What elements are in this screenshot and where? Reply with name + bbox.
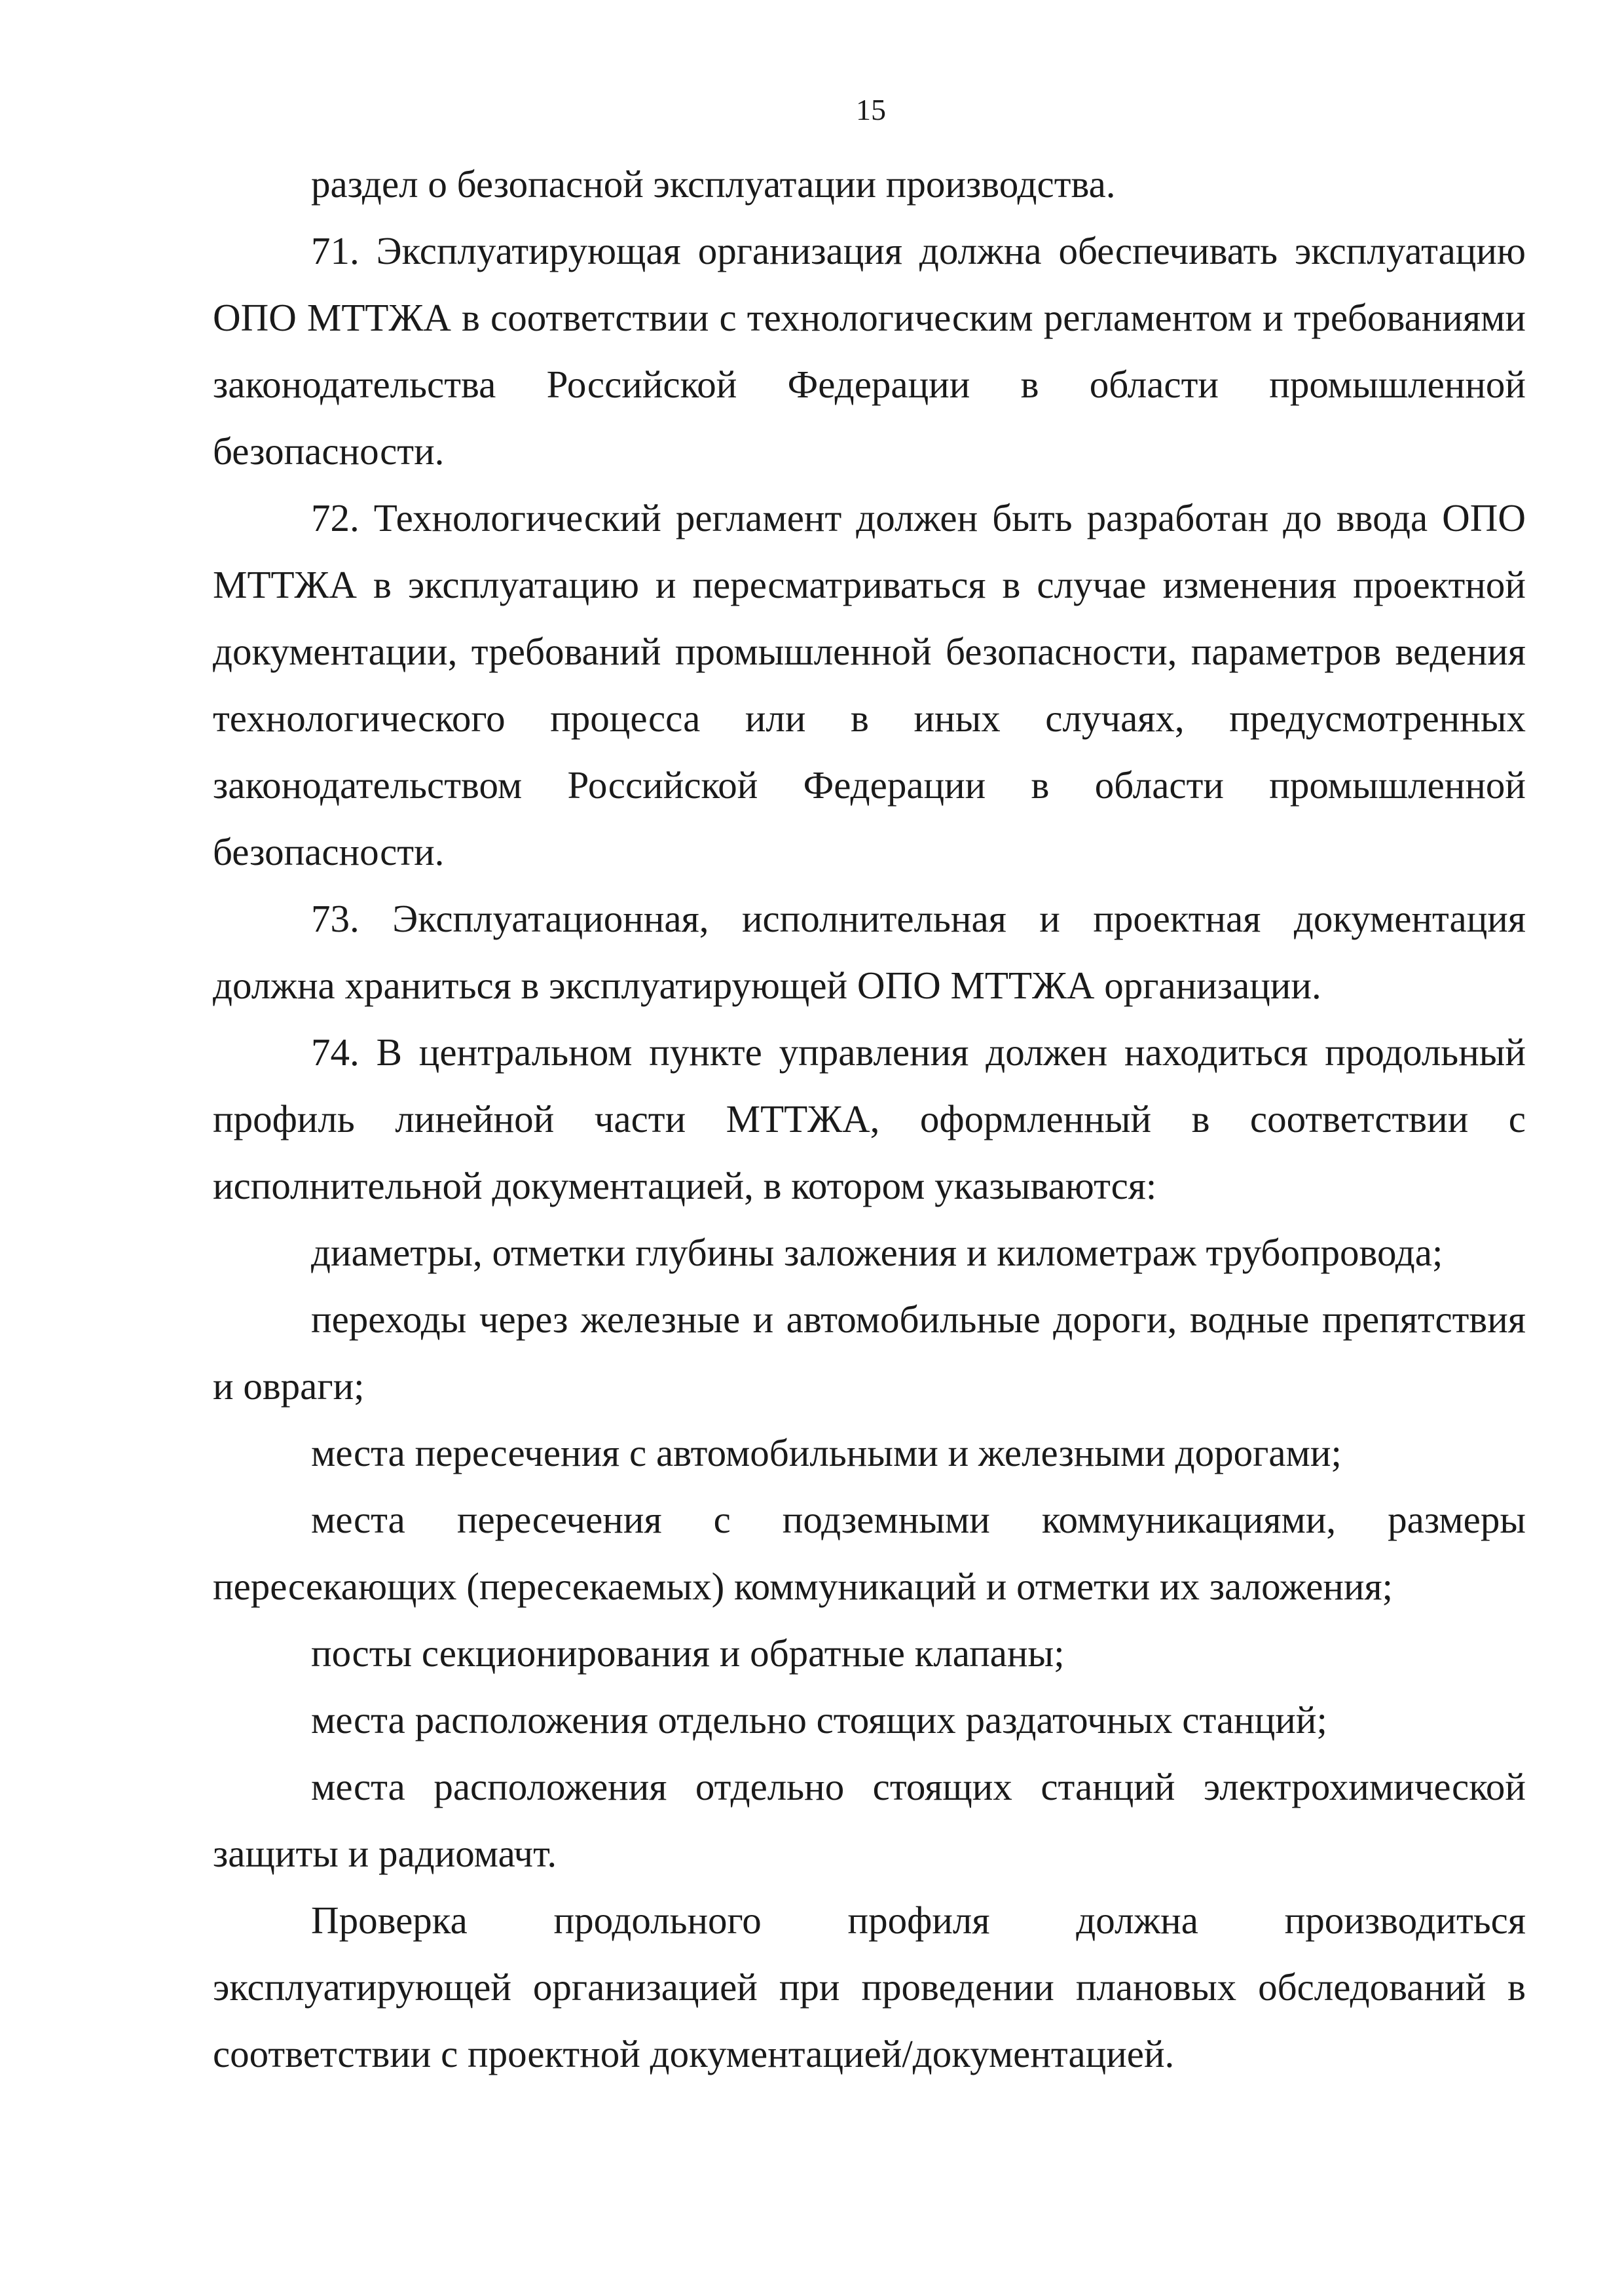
list-item: посты секционирования и обратные клапаны; xyxy=(311,1631,1065,1675)
list-item: места расположения отдельно стоящих станций электрохимической защиты и радиомачт. xyxy=(213,1765,1526,1875)
paragraph-72: 72. Технологический регламент должен быть разработан до ввода ОПО МТТЖА в эксплуатацию и пересматриваться в случае изменения проектной документации, требований промышленной безопасности, параметров ведения технологического процесса или в иных случаях, предусмотренных законодательством Российской Федерации в области промышленной безопасности. xyxy=(213,496,1526,873)
paragraph-74: 74. В центральном пункте управления должен находиться продольный профиль линейной части МТТЖА, оформленный в соответствии с исполнительной документацией, в котором указываются: xyxy=(213,1030,1526,1207)
paragraph-71: 71. Эксплуатирующая организация должна обеспечивать эксплуатацию ОПО МТТЖА в соответствии с технологическим регламентом и требованиями законодательства Российской Федерации в области промышленной безопасности. xyxy=(213,229,1526,473)
paragraph-73: 73. Эксплуатационная, исполнительная и проектная документация должна храниться в эксплуатирующей ОПО МТТЖА организации. xyxy=(213,897,1526,1007)
list-item: места пересечения с автомобильными и железными дорогами; xyxy=(311,1431,1342,1474)
list-item: диаметры, отметки глубины заложения и километраж трубопровода; xyxy=(311,1231,1443,1274)
page-number: 15 xyxy=(856,93,886,126)
paragraph-profile-check: Проверка продольного профиля должна производиться эксплуатирующей организацией при проведении плановых обследований в соответствии с проектной документацией/документацией. xyxy=(213,1899,1526,2075)
list-item: места пересечения с подземными коммуникациями, размеры пересекающих (пересекаемых) коммуникаций и отметки их заложения; xyxy=(213,1498,1526,1608)
list-item: переходы через железные и автомобильные дороги, водные препятствия и овраги; xyxy=(213,1298,1526,1408)
list-item: места расположения отдельно стоящих раздаточных станций; xyxy=(311,1698,1327,1741)
document-body xyxy=(213,151,1526,2087)
paragraph: раздел о безопасной эксплуатации производства. xyxy=(311,162,1116,206)
